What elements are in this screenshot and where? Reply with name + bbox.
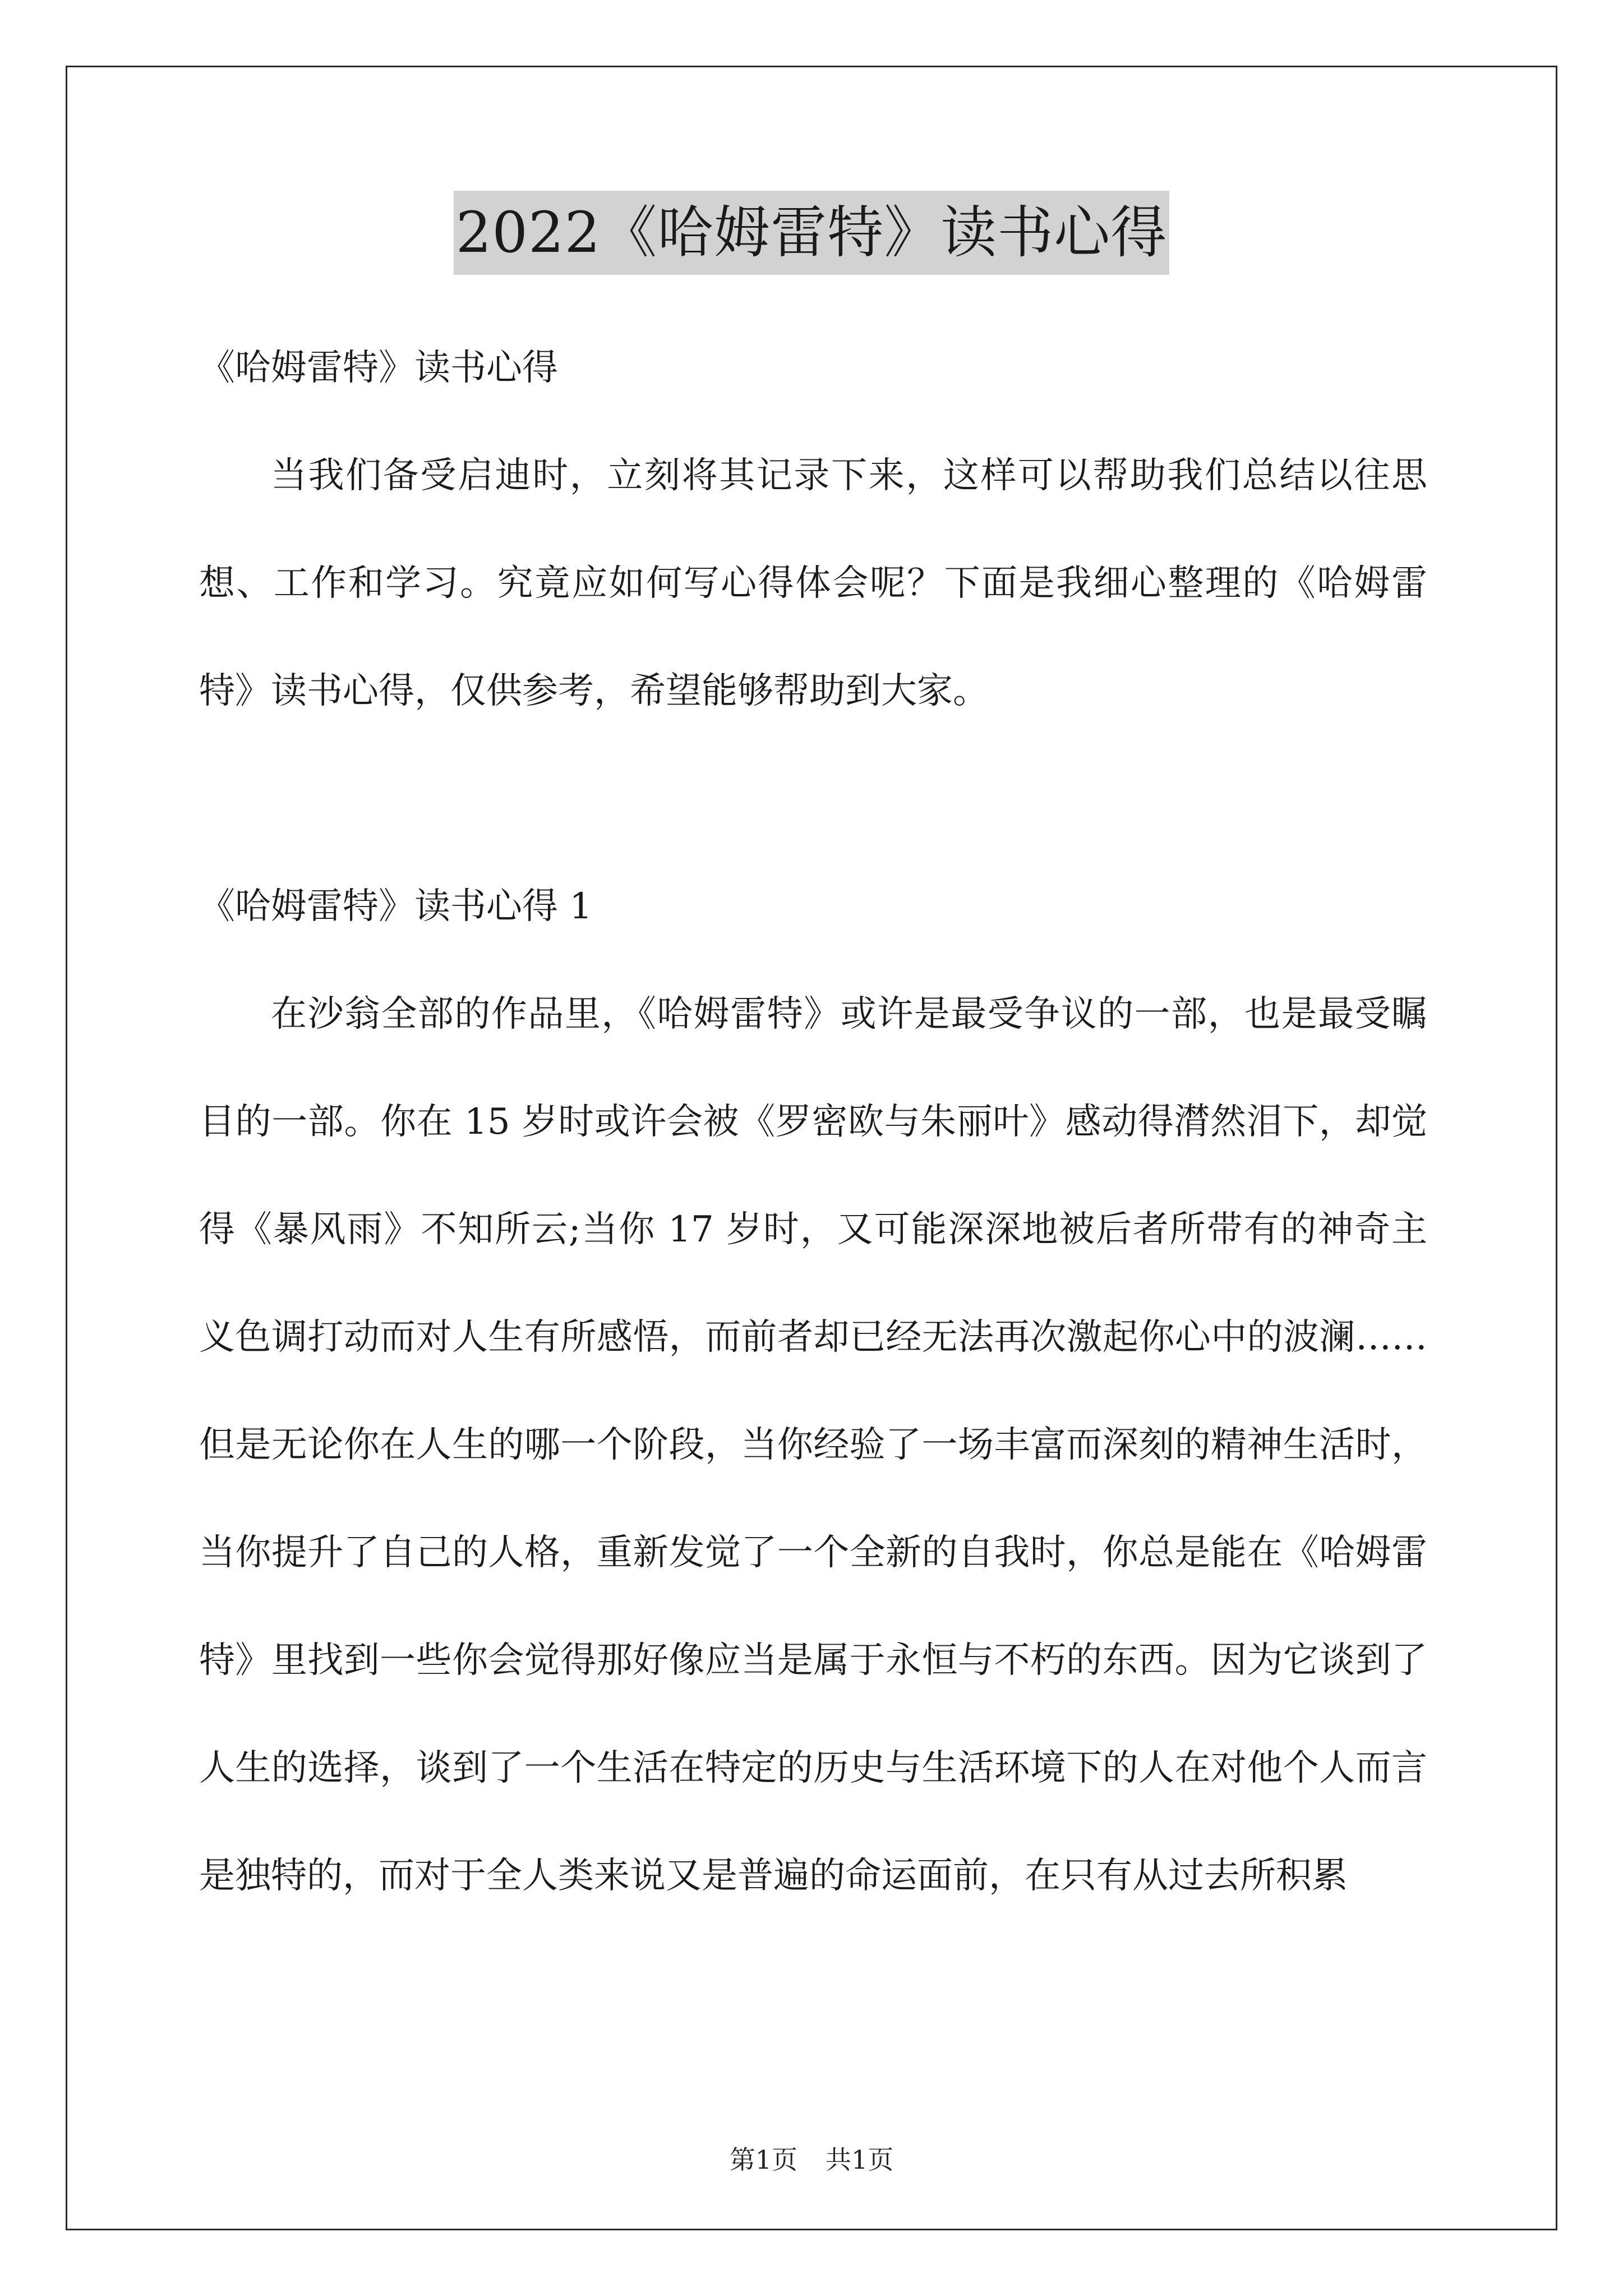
page-number: 第1页 — [729, 2145, 797, 2175]
page-total: 共1页 — [826, 2145, 894, 2175]
document-body — [199, 314, 1427, 1930]
title-container — [0, 191, 1623, 275]
document-title: 2022《哈姆雷特》读书心得 — [454, 191, 1170, 275]
section-paragraph: 在沙翁全部的作品里，《哈姆雷特》或许是最受争议的一部，也是最受瞩目的一部。你在 15 岁时或许会被《罗密欧与朱丽叶》感动得潸然泪下，却觉得《暴风雨》不知所云;当你 17 岁时，又可能深深地被后者所带有的神奇主义色调打动而对人生有所感悟，而前者却已经无法再次激起你心中的波澜……但是无论你在人生的哪一个阶段，当你经验了一场丰富而深刻的精神生活时，当你提升了自己的人格，重新发觉了一个全新的自我时，你总是能在《哈姆雷特》里找到一些你会觉得那好像应当是属于永恒与不朽的东西。因为它谈到了人生的选择，谈到了一个生活在特定的历史与生活环境下的人在对他个人而言是独特的，而对于全人类来说又是普遍的命运面前，在只有从过去所积累 — [199, 993, 1427, 1897]
page-footer — [0, 2140, 1623, 2179]
section-heading: 《哈姆雷特》读书心得 1 — [199, 886, 593, 927]
document-subtitle: 《哈姆雷特》读书心得 — [199, 347, 558, 389]
intro-paragraph: 当我们备受启迪时，立刻将其记录下来，这样可以帮助我们总结以往思想、工作和学习。究竟应如何写心得体会呢？下面是我细心整理的《哈姆雷特》读书心得，仅供参考，希望能够帮助到大家。 — [199, 455, 1427, 712]
paragraph-spacer — [199, 745, 1427, 853]
